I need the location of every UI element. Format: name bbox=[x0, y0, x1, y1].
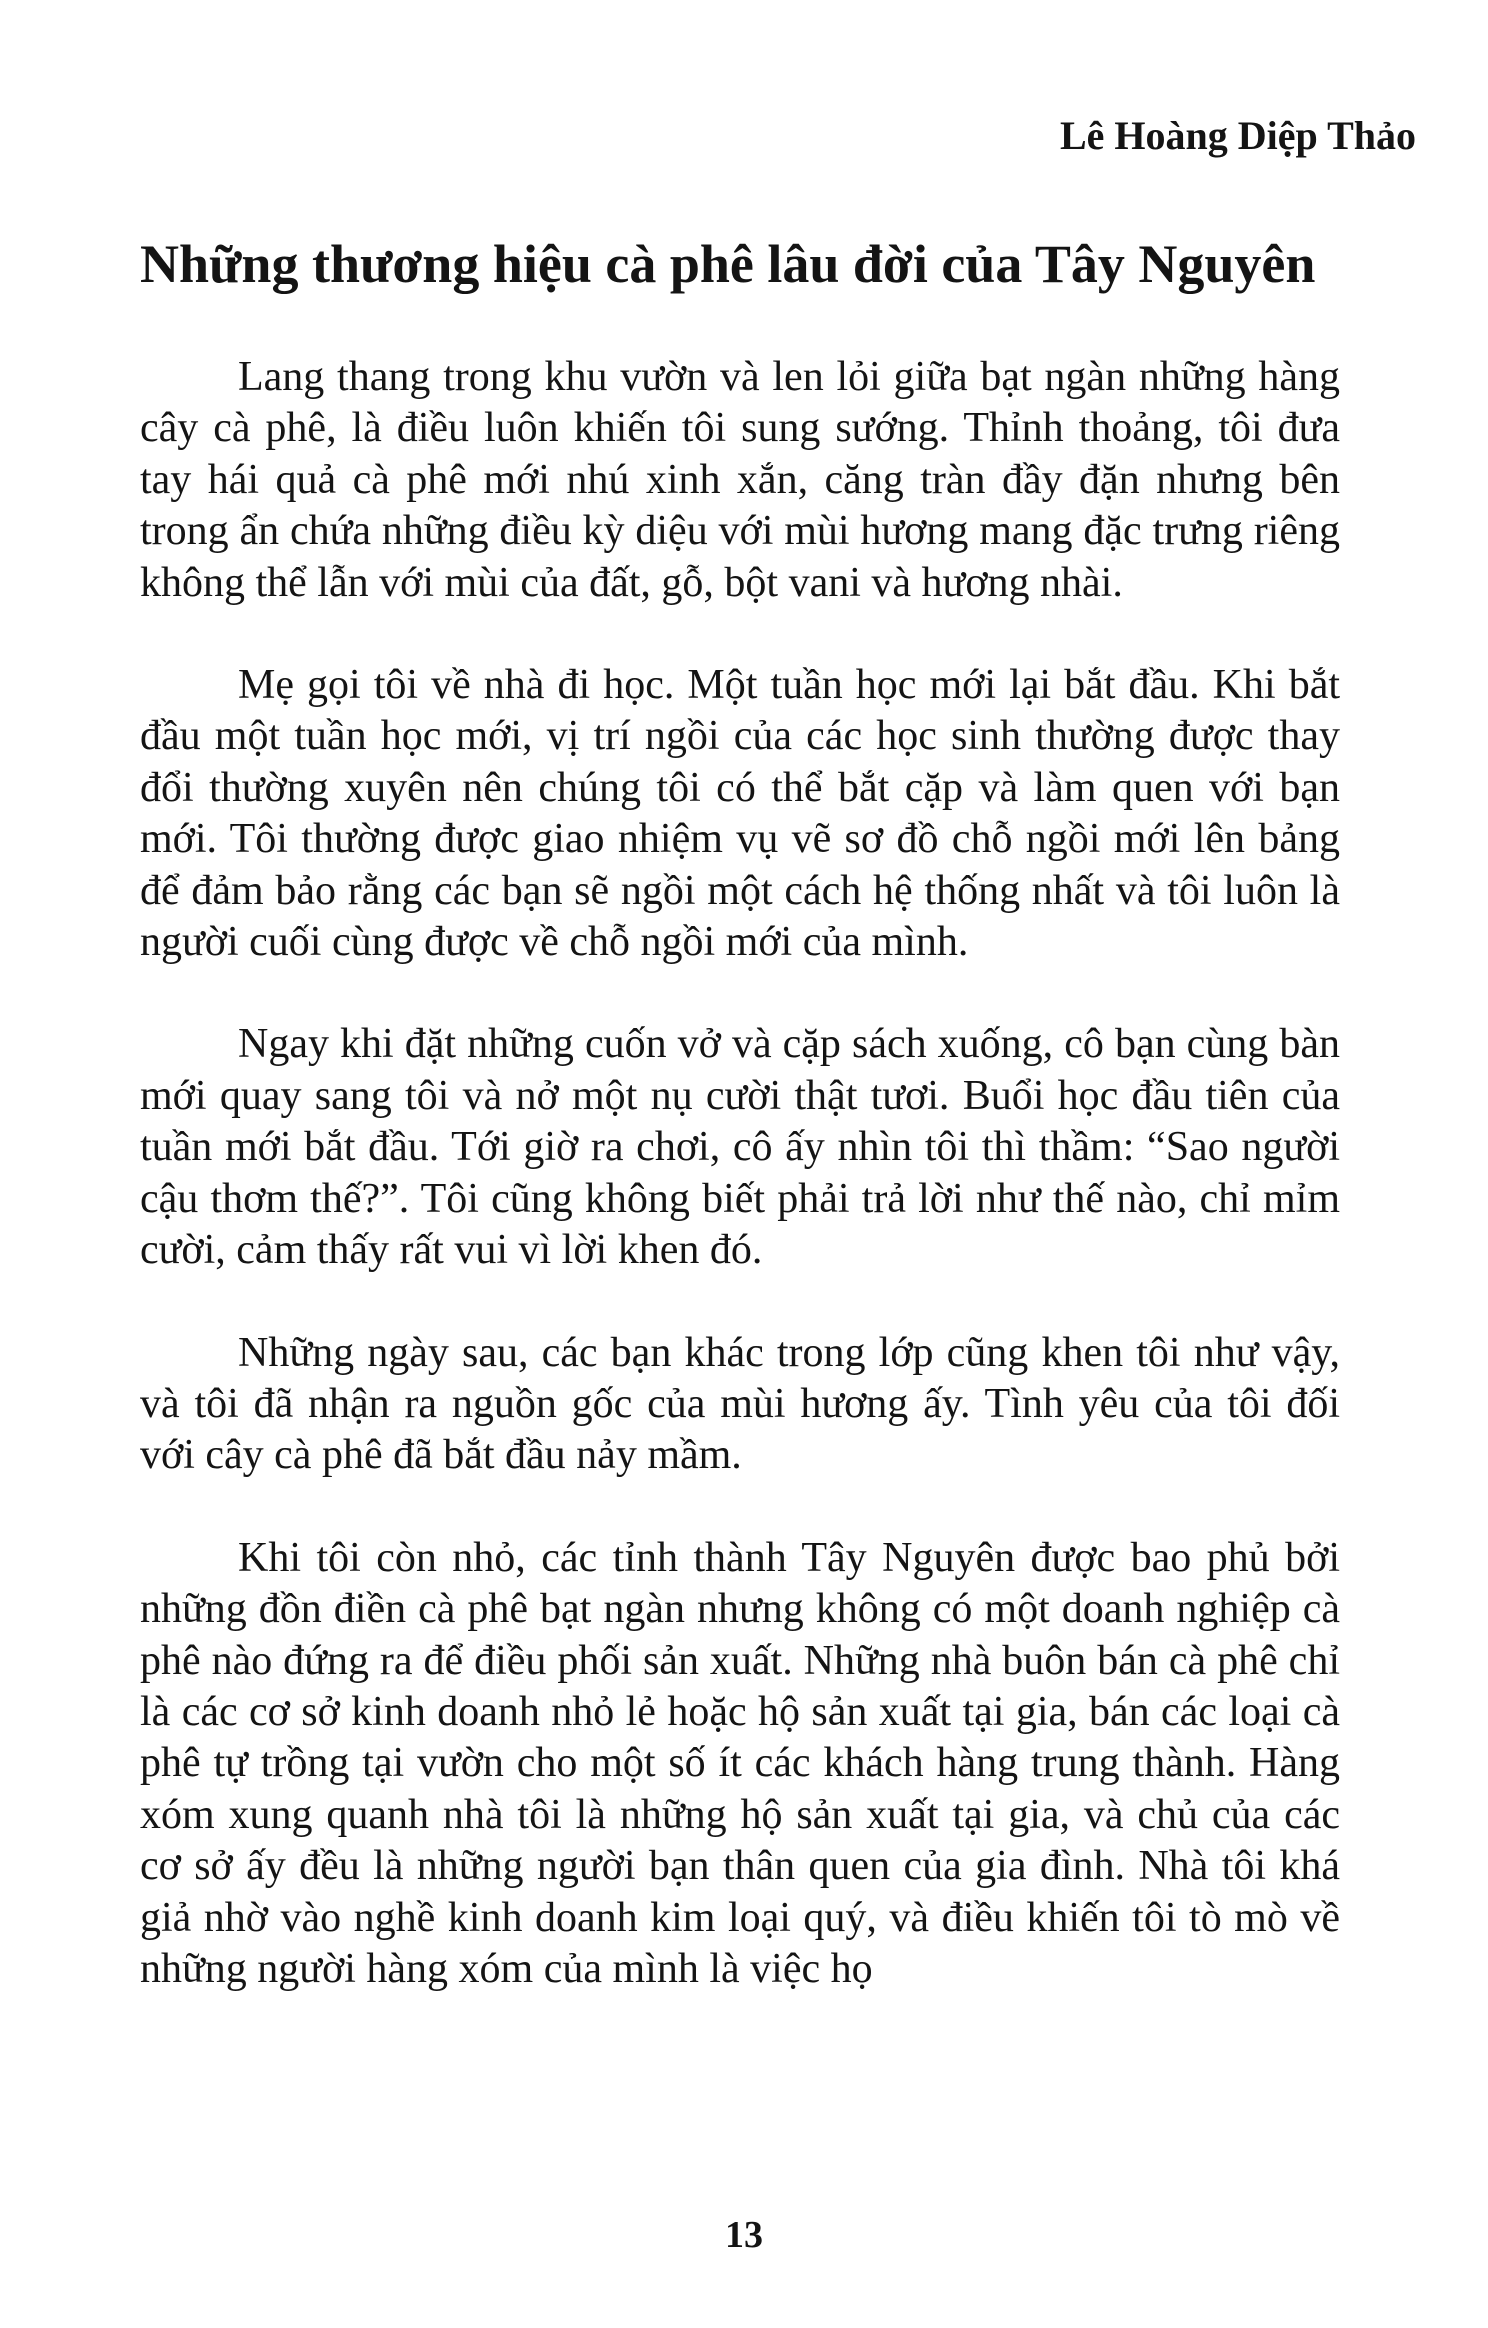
paragraph-5: Khi tôi còn nhỏ, các tỉnh thành Tây Nguyên được bao phủ bởi những đồn điền cà phê bạt ngàn nhưng không có một doanh nghiệp cà phê nào đứng ra để điều phối sản xuất. Những nhà buôn bán cà phê chỉ là các cơ sở kinh doanh nhỏ lẻ hoặc hộ sản xuất tại gia, bán các loại cà phê tự trồng tại vườn cho một số ít các khách hàng trung thành. Hàng xóm xung quanh nhà tôi là những hộ sản xuất tại gia, và chủ của các cơ sở ấy đều là những người bạn thân quen của gia đình. Nhà tôi khá giả nhờ vào nghề kinh doanh kim loại quý, và điều khiến tôi tò mò về những người hàng xóm của mình là việc họ bbox=[140, 1534, 1340, 1992]
paragraph-2: Mẹ gọi tôi về nhà đi học. Một tuần học mới lại bắt đầu. Khi bắt đầu một tuần học mới, vị trí ngồi của các học sinh thường được thay đổi thường xuyên nên chúng tôi có thể bắt cặp và làm quen với bạn mới. Tôi thường được giao nhiệm vụ vẽ sơ đồ chỗ ngồi mới lên bảng để đảm bảo rằng các bạn sẽ ngồi một cách hệ thống nhất và tôi luôn là người cuối cùng được về chỗ ngồi mới của mình. bbox=[140, 662, 1340, 966]
body-text bbox=[140, 352, 1340, 2046]
running-header-author: Lê Hoàng Diệp Thảo bbox=[1060, 113, 1416, 158]
page-number: 13 bbox=[725, 2214, 763, 2256]
paragraph-4: Những ngày sau, các bạn khác trong lớp cũng khen tôi như vậy, và tôi đã nhận ra nguồn gốc của mùi hương ấy. Tình yêu của tôi đối với cây cà phê đã bắt đầu nảy mầm. bbox=[140, 1329, 1340, 1479]
paragraph-1: Lang thang trong khu vườn và len lỏi giữa bạt ngàn những hàng cây cà phê, là điều luôn khiến tôi sung sướng. Thỉnh thoảng, tôi đưa tay hái quả cà phê mới nhú xinh xắn, căng tràn đầy đặn nhưng bên trong ẩn chứa những điều kỳ diệu với mùi hương mang đặc trưng riêng không thể lẫn với mùi của đất, gỗ, bột vani và hương nhài. bbox=[140, 354, 1340, 606]
paragraph-3: Ngay khi đặt những cuốn vở và cặp sách xuống, cô bạn cùng bàn mới quay sang tôi và nở một nụ cười thật tươi. Buổi học đầu tiên của tuần mới bắt đầu. Tới giờ ra chơi, cô ấy nhìn tôi thì thầm: “Sao người cậu thơm thế?”. Tôi cũng không biết phải trả lời như thế nào, chỉ mỉm cười, cảm thấy rất vui vì lời khen đó. bbox=[140, 1021, 1340, 1274]
chapter-title: Những thương hiệu cà phê lâu đời của Tây Nguyên bbox=[140, 234, 1316, 294]
